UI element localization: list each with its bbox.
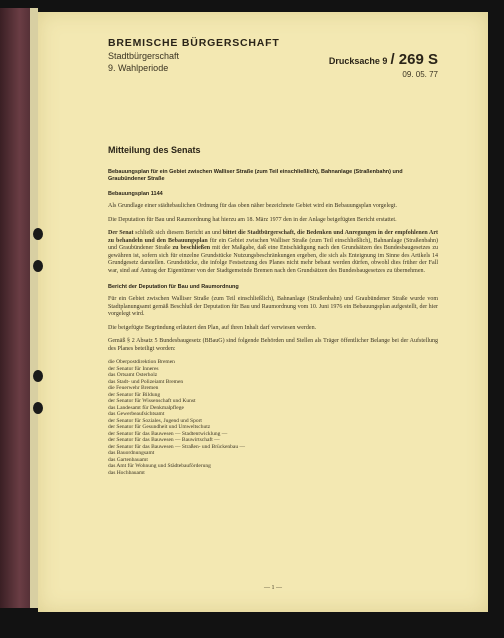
section-heading: Bericht der Deputation für Bau und Raumordnung [108, 284, 239, 290]
punch-hole [33, 370, 43, 382]
authority-list [108, 359, 438, 476]
authority-item: das Hochbauamt [108, 469, 145, 476]
authority-item: das Ortsamt Osterholz [108, 372, 158, 378]
punch-hole [33, 228, 43, 240]
paragraph-3-bold-a: Der Senat [108, 230, 134, 236]
paragraph-3-text-d: für ein Gebiet zwischen Walliser Straße (zum Teil einschließlich), Bahnanlage (Straßenbahn) und Graubündener Straße [108, 237, 438, 251]
paragraph-3-text-b: schließt sich diesem Bericht an und [133, 230, 223, 236]
punch-hole [33, 260, 43, 272]
paragraph-3-text-f: mit der Maßgabe, daß eine Entschädigung nach den Grundsätzen des Bundesbaugesetzes zu gewähren ist, sofern sich für einzelne Grundstücke Nutzungsbeschränkungen ergeben, die sich als Enteignung im Sinne des Artikels 14 Grundgesetz darstellen. Grundstücke, die infolge Festsetzung des Planes nicht mehr bebaut werden dürfen, obwohl dies früher der Fall war, sind auf Antrag der Eigentümer von der Stadtgemeinde Bremen nach den Grundsätzen des Bundesbaugesetzes zu übernehmen. [108, 245, 438, 274]
page-content [108, 37, 438, 591]
organization-name: BREMISCHE BÜRGERSCHAFT [108, 37, 280, 49]
binder-edge [30, 8, 38, 608]
paragraph-5: Die beigefügte Begründung erläutert den Plan, auf ihren Inhalt darf verwiesen werden. [108, 324, 317, 331]
letterhead [108, 37, 438, 107]
punch-hole [33, 402, 43, 414]
drucksache-number: / 269 S [390, 51, 438, 68]
authority-item: der Senator für Soziales, Jugend und Sport [108, 417, 202, 424]
authority-item: der Senator für Bildung [108, 391, 161, 398]
paragraph-6: Gemäß § 2 Absatz 5 Bundesbaugesetz (BBauG) sind folgende Behörden und Stellen als Träger öffentlicher Belange bei der Aufstellung des Planes beteiligt worden: [108, 338, 438, 352]
document-page [38, 12, 488, 612]
plan-label: Bebauungsplan 1144 [108, 191, 163, 197]
document-date: 09. 05. 77 [402, 70, 438, 79]
drucksache-block [329, 51, 438, 79]
authority-item: der Senator für Gesundheit und Umweltschutz [108, 424, 211, 430]
paragraph-4: Für ein Gebiet zwischen Walliser Straße (zum Teil einschließlich), Bahnanlage (Straßenbahn) und Graubündener Straße wurde vom Stadtplanungsamt gemäß Beschluß der Deputation für Bau und Raumordnung vom 10. Juni 1976 ein Bebauungsplan aufgestellt, der hier vorgelegt wird. [108, 296, 438, 317]
legislative-period: 9. Wahlperiode [108, 63, 169, 73]
paragraph-3 [108, 230, 438, 275]
authority-item: das Bauordnungsamt [108, 450, 155, 456]
document-subject: Bebauungsplan für ein Gebiet zwischen Walliser Straße (zum Teil einschließlich), Bahnanlage (Straßenbahn) und Graubündener Straße [108, 169, 403, 182]
authority-item: das Gartenbauamt [108, 456, 148, 463]
paragraph-3-bold-c: bittet die Stadtbürgerschaft, die Bedenken und Anregungen in der empfohlenen Art zu behandeln und den Bebauungsplan [108, 230, 438, 244]
authority-item: der Senator für das Bauwesen — Stadtentwicklung — [108, 430, 228, 437]
authority-item: das Amt für Wohnung und Städtebauförderung [108, 463, 211, 469]
paragraph-1: Als Grundlage einer städtebaulichen Ordnung für das oben näher bezeichnete Gebiet wird ein Bebauungsplan vorgelegt. [108, 203, 397, 209]
authority-item: der Senator für Inneres [108, 365, 159, 372]
authority-item: die Feuerwehr Bremen [108, 385, 159, 391]
paragraph-3-bold-e: zu beschließen [172, 245, 211, 251]
authority-item: das Stadt- und Polizeiamt Bremen [108, 378, 184, 385]
paragraph-2: Die Deputation für Bau und Raumordnung hat hierzu am 18. März 1977 den in der Anlage beigefügten Bericht erstattet. [108, 216, 397, 223]
authority-item: der Senator für das Bauwesen — Straßen- und Brückenbau — [108, 443, 246, 450]
document-title: Mitteilung des Senats [108, 145, 201, 155]
page-number: — 1 — [264, 585, 282, 591]
organization-subtitle: Stadtbürgerschaft [108, 51, 180, 61]
drucksache-label: Drucksache 9 [328, 56, 388, 66]
authority-item: das Landesamt für Denkmalpflege [108, 404, 184, 411]
authority-item: das Gewerbeaufsichtsamt [108, 411, 165, 417]
authority-item: die Oberpostdirektion Bremen [108, 359, 175, 365]
authority-item: der Senator für Wissenschaft und Kunst [108, 398, 196, 404]
authority-item: der Senator für das Bauwesen — Bauwirtschaft — [108, 437, 220, 443]
